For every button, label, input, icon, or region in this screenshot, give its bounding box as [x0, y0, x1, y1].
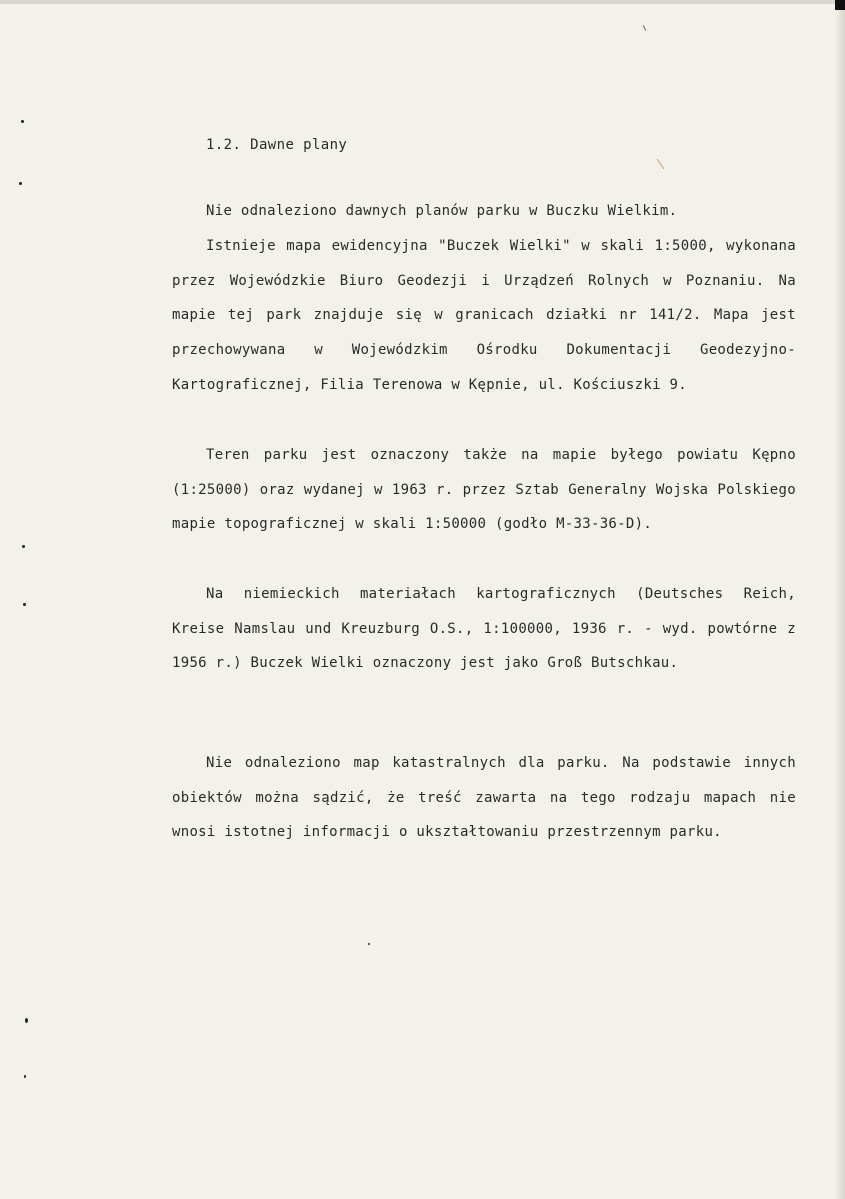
scan-speck	[22, 545, 25, 548]
paragraph-4: Na niemieckich materiałach kartograficznych (Deutsches Reich, Kreise Namslau und Kreuzburg O.S., 1:100000, 1936 r. - wyd. powtórne z 1956 r.) Buczek Wielki oznaczony jest jako Groß Butschkau.	[172, 586, 796, 672]
paragraph-3: Teren parku jest oznaczony także na mapie byłego powiatu Kępno (1:25000) oraz wydanej w 1963 r. przez Sztab Generalny Wojska Polskiego mapie topograficznej w skali 1:50000 (godło M-33-36-D).	[172, 447, 796, 533]
scan-mark	[643, 25, 646, 31]
scan-mark	[657, 159, 665, 169]
paragraph-2: Istnieje mapa ewidencyjna "Buczek Wielki" w skali 1:5000, wykonana przez Wojewódzkie Biuro Geodezji i Urządzeń Rolnych w Poznaniu. Na mapie tej park znajduje się w granicach działki nr 141/2. Mapa jest przechowywana w Wojewódzkim Ośrodku Dokumentacji Geodezyjno-Kartograficznej, Filia Terenowa w Kępnie, ul. Kościuszki 9.	[172, 238, 796, 393]
paragraph-5: Nie odnaleziono map katastralnych dla parku. Na podstawie innych obiektów można sądzić, że treść zawarta na tego rodzaju mapach nie wnosi istotnej informacji o ukształtowaniu przestrzennym parku.	[172, 755, 796, 841]
corner-mark	[835, 0, 845, 10]
paragraph-1: Nie odnaleziono dawnych planów parku w Buczku Wielkim.	[206, 203, 678, 219]
scan-speck	[25, 1018, 28, 1023]
scan-speck	[24, 1075, 26, 1078]
scan-speck	[368, 943, 370, 945]
scan-speck	[21, 120, 24, 123]
page-top-edge	[0, 0, 845, 4]
scan-speck	[23, 603, 26, 606]
section-heading: 1.2. Dawne plany	[206, 137, 348, 153]
scan-speck	[19, 182, 22, 185]
page-right-edge	[835, 0, 845, 1199]
